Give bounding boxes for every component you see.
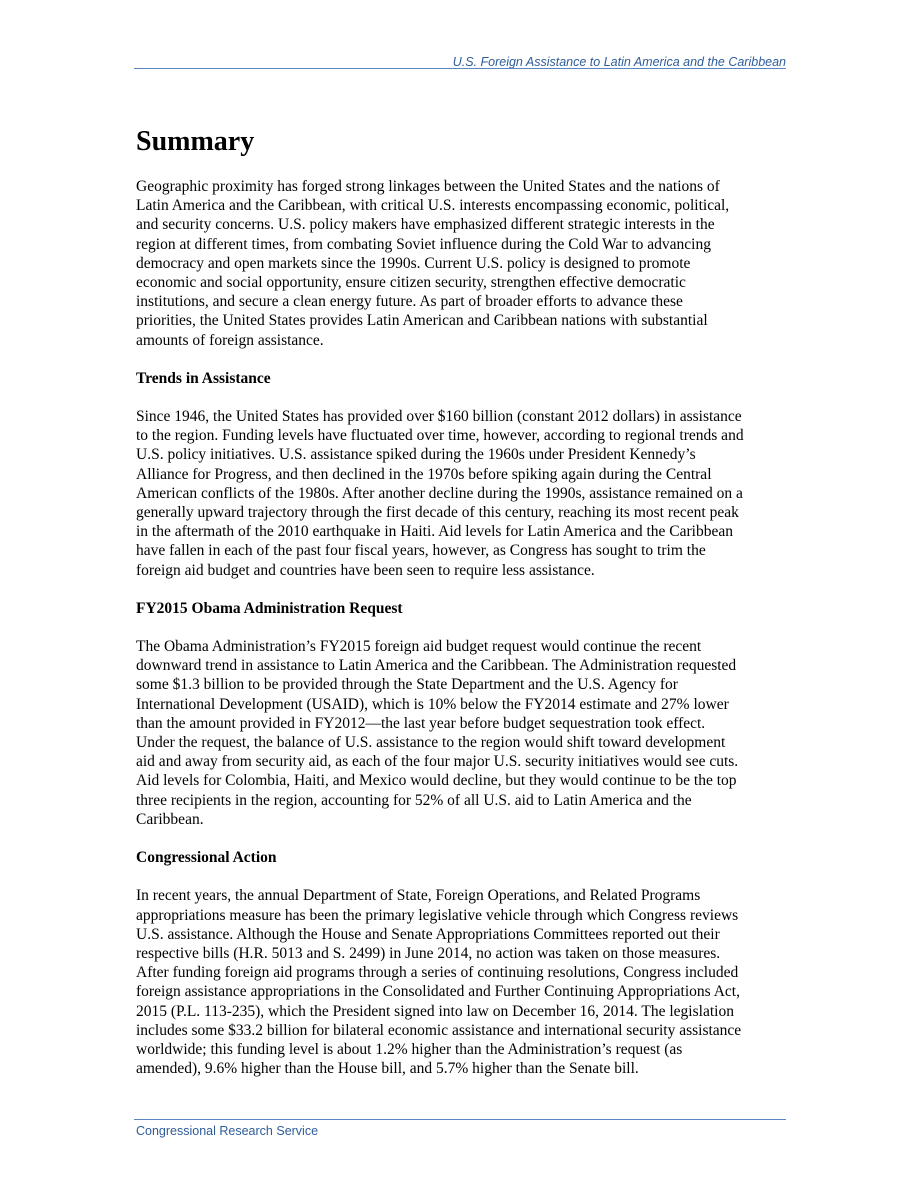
- footer-rule: [134, 1119, 786, 1120]
- section-body-fy2015-request: The Obama Administration’s FY2015 foreign aid budget request would continue the recent downward trend in assistance to Latin America and the Caribbean. The Administration requested some $1.3 billion to be provided through the State Department and the U.S. Agency for International Development (USAID), which is 10% below the FY2014 estimate and 27% lower than the amount provided in FY2012—the last year before budget sequestration took effect. Under the request, the balance of U.S. assistance to the region would shift toward development aid and away from security aid, as each of the four major U.S. security initiatives would see cuts. Aid levels for Colombia, Haiti, and Mexico would decline, but they would continue to be the top three recipients in the region, accounting for 52% of all U.S. aid to Latin America and the Caribbean.: [136, 638, 739, 828]
- header-rule: [134, 68, 786, 69]
- section-body-trends: Since 1946, the United States has provided over $160 billion (constant 2012 dollars) in assistance to the region. Funding levels have fluctuated over time, however, according to regional trends and U.S. policy initiatives. U.S. assistance spiked during the 1960s under President Kennedy’s Alliance for Progress, and then declined in the 1970s before spiking again during the Central American conflicts of the 1980s. After another decline during the 1990s, assistance remained on a generally upward trajectory through the first decade of this century, reaching its most recent peak in the aftermath of the 2010 earthquake in Haiti. Aid levels for Latin America and the Caribbean have fallen in each of the past four fiscal years, however, as Congress has sought to trim the foreign aid budget and countries have been seen to require less assistance.: [136, 408, 744, 579]
- page-title: Summary: [136, 126, 255, 157]
- intro-paragraph: Geographic proximity has forged strong linkages between the United States and the nations of Latin America and the Caribbean, with critical U.S. interests encompassing economic, political, and security concerns. U.S. policy makers have emphasized different strategic interests in the region at different times, from combating Soviet influence during the Cold War to advancing democracy and open markets since the 1990s. Current U.S. policy is designed to promote economic and social opportunity, ensure citizen security, strengthen effective democratic institutions, and secure a clean energy future. As part of broader efforts to advance these priorities, the United States provides Latin American and Caribbean nations with substantial amounts of foreign assistance.: [136, 178, 730, 349]
- section-heading-trends: Trends in Assistance: [136, 369, 271, 387]
- section-heading-congressional-action: Congressional Action: [136, 849, 277, 867]
- page-content: [136, 124, 788, 1078]
- section-body-congressional-action: In recent years, the annual Department of State, Foreign Operations, and Related Programs appropriations measure has been the primary legislative vehicle through which Congress reviews U.S. assistance. Although the House and Senate Appropriations Committees reported out their respective bills (H.R. 5013 and S. 2499) in June 2014, no action was taken on those measures. After funding foreign aid programs through a series of continuing resolutions, Congress included foreign assistance appropriations in the Consolidated and Further Continuing Appropriations Act, 2015 (P.L. 113-235), which the President signed into law on December 16, 2014. The legislation includes some $33.2 billion for bilateral economic assistance and international security assistance worldwide; this funding level is about 1.2% higher than the Administration’s request (as amended), 9.6% higher than the House bill, and 5.7% higher than the Senate bill.: [136, 887, 742, 1078]
- footer-source: Congressional Research Service: [136, 1124, 319, 1138]
- running-header-title: U.S. Foreign Assistance to Latin America and the Caribbean: [452, 55, 786, 69]
- section-heading-fy2015-request: FY2015 Obama Administration Request: [136, 599, 403, 617]
